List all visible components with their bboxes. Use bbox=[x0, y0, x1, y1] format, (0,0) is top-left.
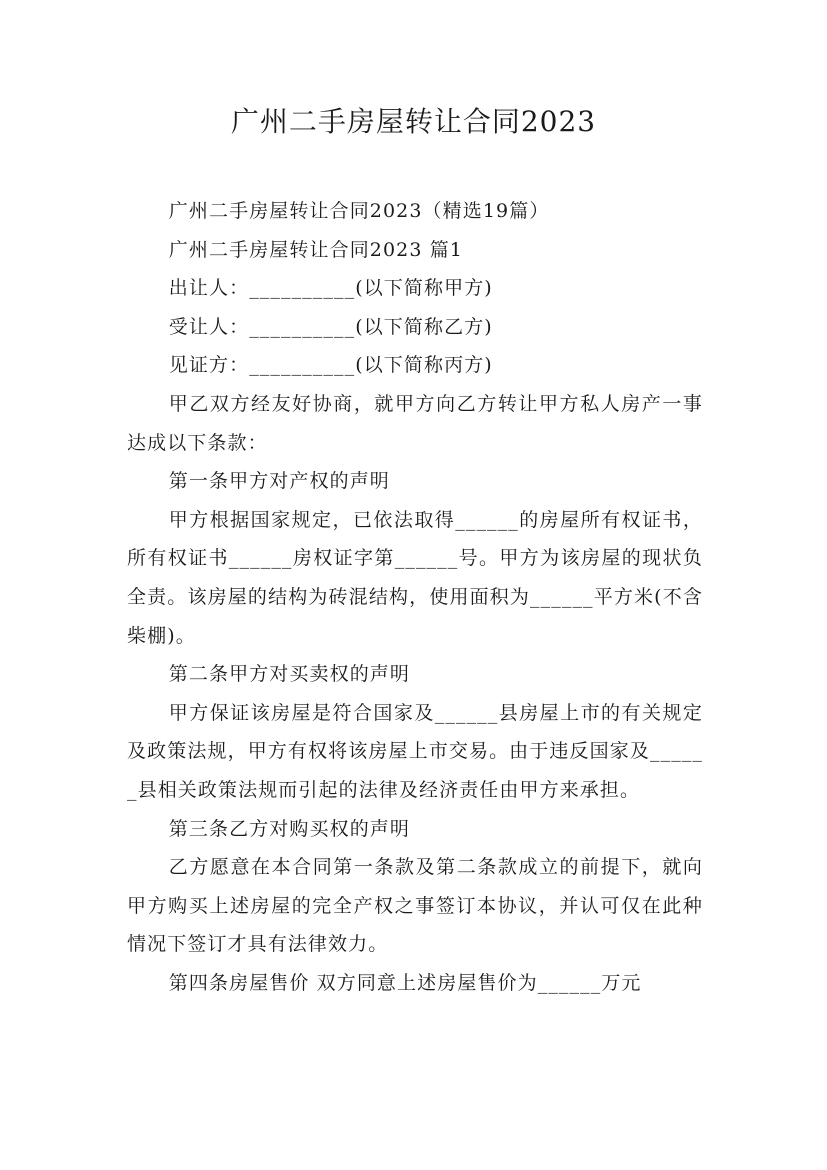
party-witness-line: 见证方：__________(以下简称丙方) bbox=[168, 354, 493, 377]
document-body bbox=[127, 192, 703, 1002]
section-heading: 广州二手房屋转让合同2023 篇1 bbox=[168, 238, 463, 261]
party-transferor-line: 出让人：__________(以下简称甲方) bbox=[168, 277, 493, 300]
article-3-paragraph: 乙方愿意在本合同第一条款及第二条款成立的前提下，就向甲方购买上述房屋的完全产权之事签订本协议，并认可仅在此种情况下签订才具有法律效力。 bbox=[127, 856, 703, 956]
party-transferee-line: 受让人：__________(以下简称乙方) bbox=[168, 315, 493, 338]
article-1-heading: 第一条甲方对产权的声明 bbox=[168, 470, 390, 493]
document-title: 广州二手房屋转让合同2023 bbox=[230, 105, 597, 138]
article-2-paragraph: 甲方保证该房屋是符合国家及______县房屋上市的有关规定及政策法规，甲方有权将该房屋上市交易。由于违反国家及______县相关政策法规而引起的法律及经济责任由甲方来承担。 bbox=[127, 701, 703, 801]
intro-paragraph: 甲乙双方经友好协商，就甲方向乙方转让甲方私人房产一事达成以下条款： bbox=[127, 392, 703, 454]
article-1-paragraph: 甲方根据国家规定，已依法取得______的房屋所有权证书，所有权证书______房权证字第______号。甲方为该房屋的现状负全责。该房屋的结构为砖混结构，使用面积为______平方米(不含柴棚)。 bbox=[127, 508, 703, 647]
subtitle-line: 广州二手房屋转让合同2023（精选19篇） bbox=[168, 200, 550, 222]
article-2-heading: 第二条甲方对买卖权的声明 bbox=[168, 663, 410, 686]
article-4-paragraph: 第四条房屋售价 双方同意上述房屋售价为______万元 bbox=[168, 971, 642, 994]
article-3-heading: 第三条乙方对购买权的声明 bbox=[168, 817, 410, 840]
